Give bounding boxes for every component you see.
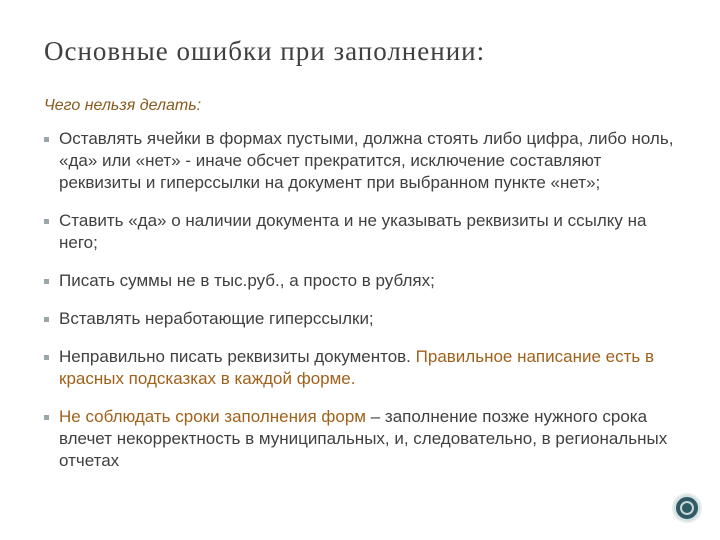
bullet-item [44, 308, 684, 330]
square-bullet-icon [44, 415, 49, 420]
slide-nav-button[interactable] [672, 493, 702, 523]
nav-inner-ring [680, 501, 694, 515]
bullet-item [44, 346, 684, 390]
bullet-text: Оставлять ячейки в формах пустыми, должна стоять либо цифра, либо ноль, «да» или «нет» - иначе обсчет прекратится, исключение составляют реквизиты и гиперссылки на документ при выбранном пункте «нет»; [59, 129, 674, 192]
circle-nav-icon [674, 495, 700, 521]
bullet-item [44, 270, 684, 292]
bullet-text: – заполнение позже нужного срока влечет некорректность в муниципальных, и, следовательно, в региональных отчетах [59, 407, 668, 470]
square-bullet-icon [44, 137, 49, 142]
bullet-highlight: Правильное написание есть в красных подсказках в каждой форме. [59, 347, 655, 388]
bullet-text: Ставить «да» о наличии документа и не указывать реквизиты и ссылку на него; [59, 211, 647, 252]
square-bullet-icon [44, 279, 49, 284]
bullet-item [44, 128, 684, 194]
bullet-text: Неправильно писать реквизиты документов. [59, 347, 416, 366]
square-bullet-icon [44, 219, 49, 224]
bullet-item [44, 210, 684, 254]
bullet-item [44, 406, 684, 472]
square-bullet-icon [44, 317, 49, 322]
bullet-list [44, 128, 684, 488]
bullet-highlight: Не соблюдать сроки заполнения форм [59, 407, 366, 426]
bullet-text: Вставлять неработающие гиперссылки; [59, 309, 374, 328]
square-bullet-icon [44, 355, 49, 360]
bullet-text: Писать суммы не в тыс.руб., а просто в рублях; [59, 271, 435, 290]
slide-subtitle: Чего нельзя делать: [44, 97, 202, 114]
slide-title: Основные ошибки при заполнении: [44, 36, 486, 66]
